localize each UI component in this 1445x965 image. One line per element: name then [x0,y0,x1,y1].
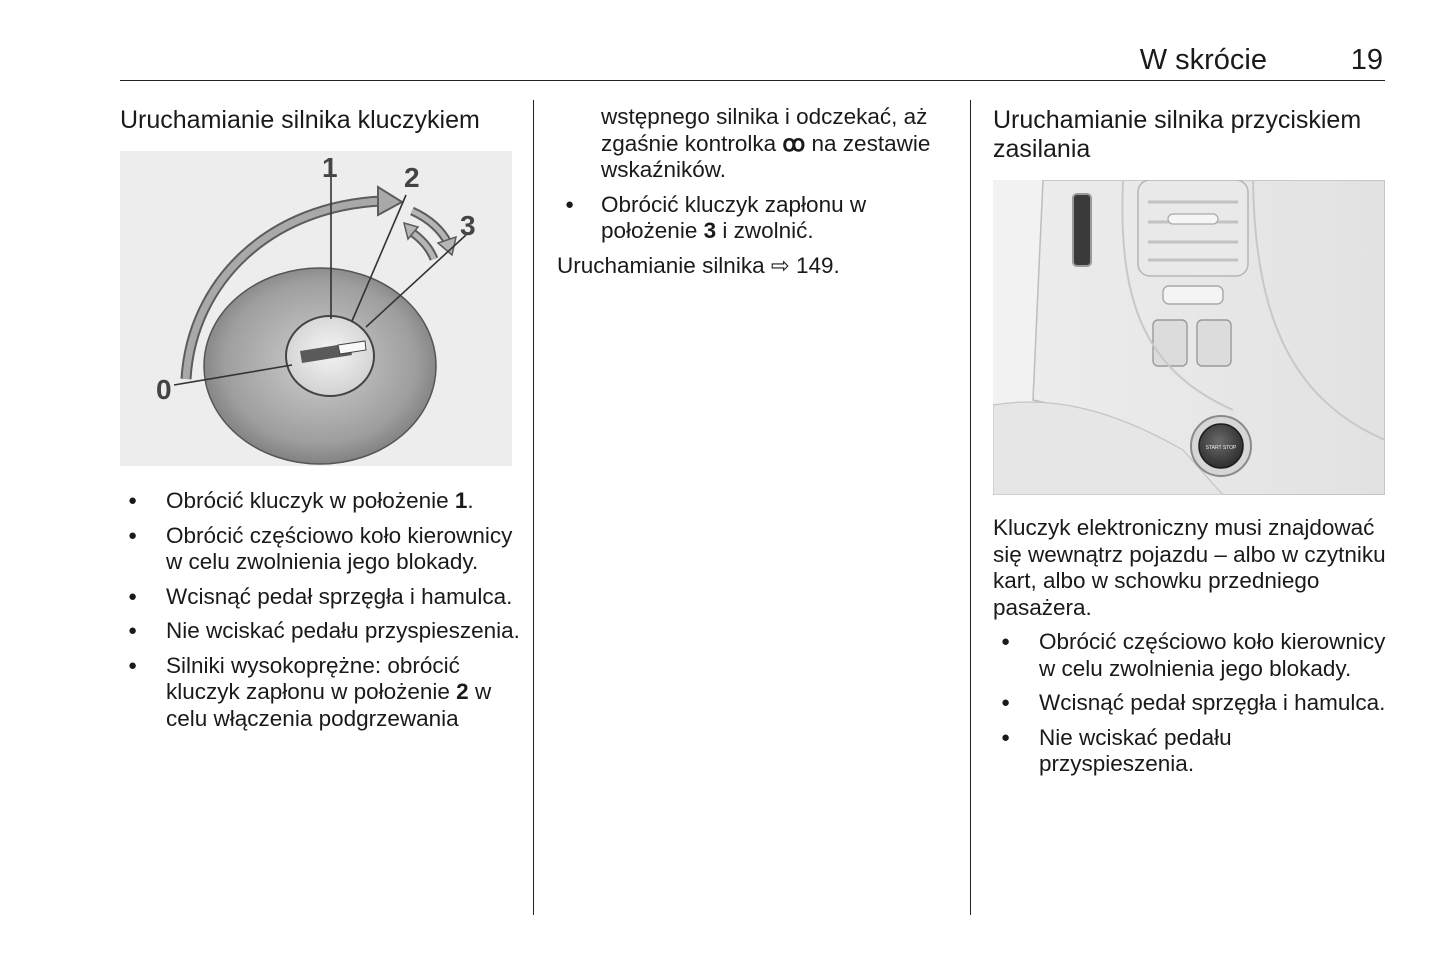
page-number: 19 [1350,44,1383,76]
bullet-continuation: wstępnego silnika i odczekać, aż zgaśnie kontrolka ꝏ na zestawie wskaźników. [601,104,931,182]
section-title-key-start: Uruchamianie silnika kluczykiem [120,106,480,134]
key-position-label: 0 [156,374,172,405]
column-divider [533,100,534,915]
key-position-label: 1 [322,152,338,183]
button-start-steps [993,629,1388,778]
start-stop-button-label: START STOP [1205,445,1237,451]
column-3 [993,100,1388,786]
list-item: ● Wcisnąć pedał sprzęgła i hamulca. [120,584,520,611]
header-rule [120,80,1385,81]
key-position-label: 2 [404,162,420,193]
key-position-label: 3 [460,210,476,241]
key-start-steps [120,488,520,732]
list-item: ● Obrócić częściowo koło kierownicy w celu zwolnienia jego blokady. [120,523,520,576]
list-item: ● Wcisnąć pedał sprzęgła i hamulca. [993,690,1388,717]
start-stop-button-figure [993,180,1385,495]
ignition-key-figure [120,151,512,466]
running-title: W skrócie [1139,44,1267,76]
keyless-paragraph: Kluczyk elektroniczny musi znajdować się wewnątrz pojazdu – albo w czytniku kart, albo w schowku przedniego pasażera. [993,515,1386,620]
list-item: ● Silniki wysokoprężne: obrócić kluczyk zapłonu w położenie 2 w celu włączenia podgrzewania [120,653,520,733]
section-title-button-start: Uruchamianie silnika przyciskiem zasilania [993,106,1362,163]
glow-plug-icon: ꝏ [782,130,806,156]
list-item: ● Obrócić kluczyk zapłonu w położenie 3 i zwolnić. [557,192,957,245]
list-item: ● Obrócić częściowo koło kierownicy w celu zwolnienia jego blokady. [993,629,1388,682]
page-reference-arrow-icon: ⇨ [770,252,790,278]
list-item: ● Obrócić kluczyk w położenie 1. [120,488,520,515]
column-2 [557,100,957,287]
column-1 [120,100,520,740]
column-divider [970,100,971,915]
list-item: ● Nie wciskać pedału przyspieszenia. [993,725,1388,778]
key-start-steps-cont [557,192,957,245]
list-item: ● Nie wciskać pedału przyspieszenia. [120,618,520,645]
cross-reference: Uruchamianie silnika ⇨ 149. [557,252,840,278]
